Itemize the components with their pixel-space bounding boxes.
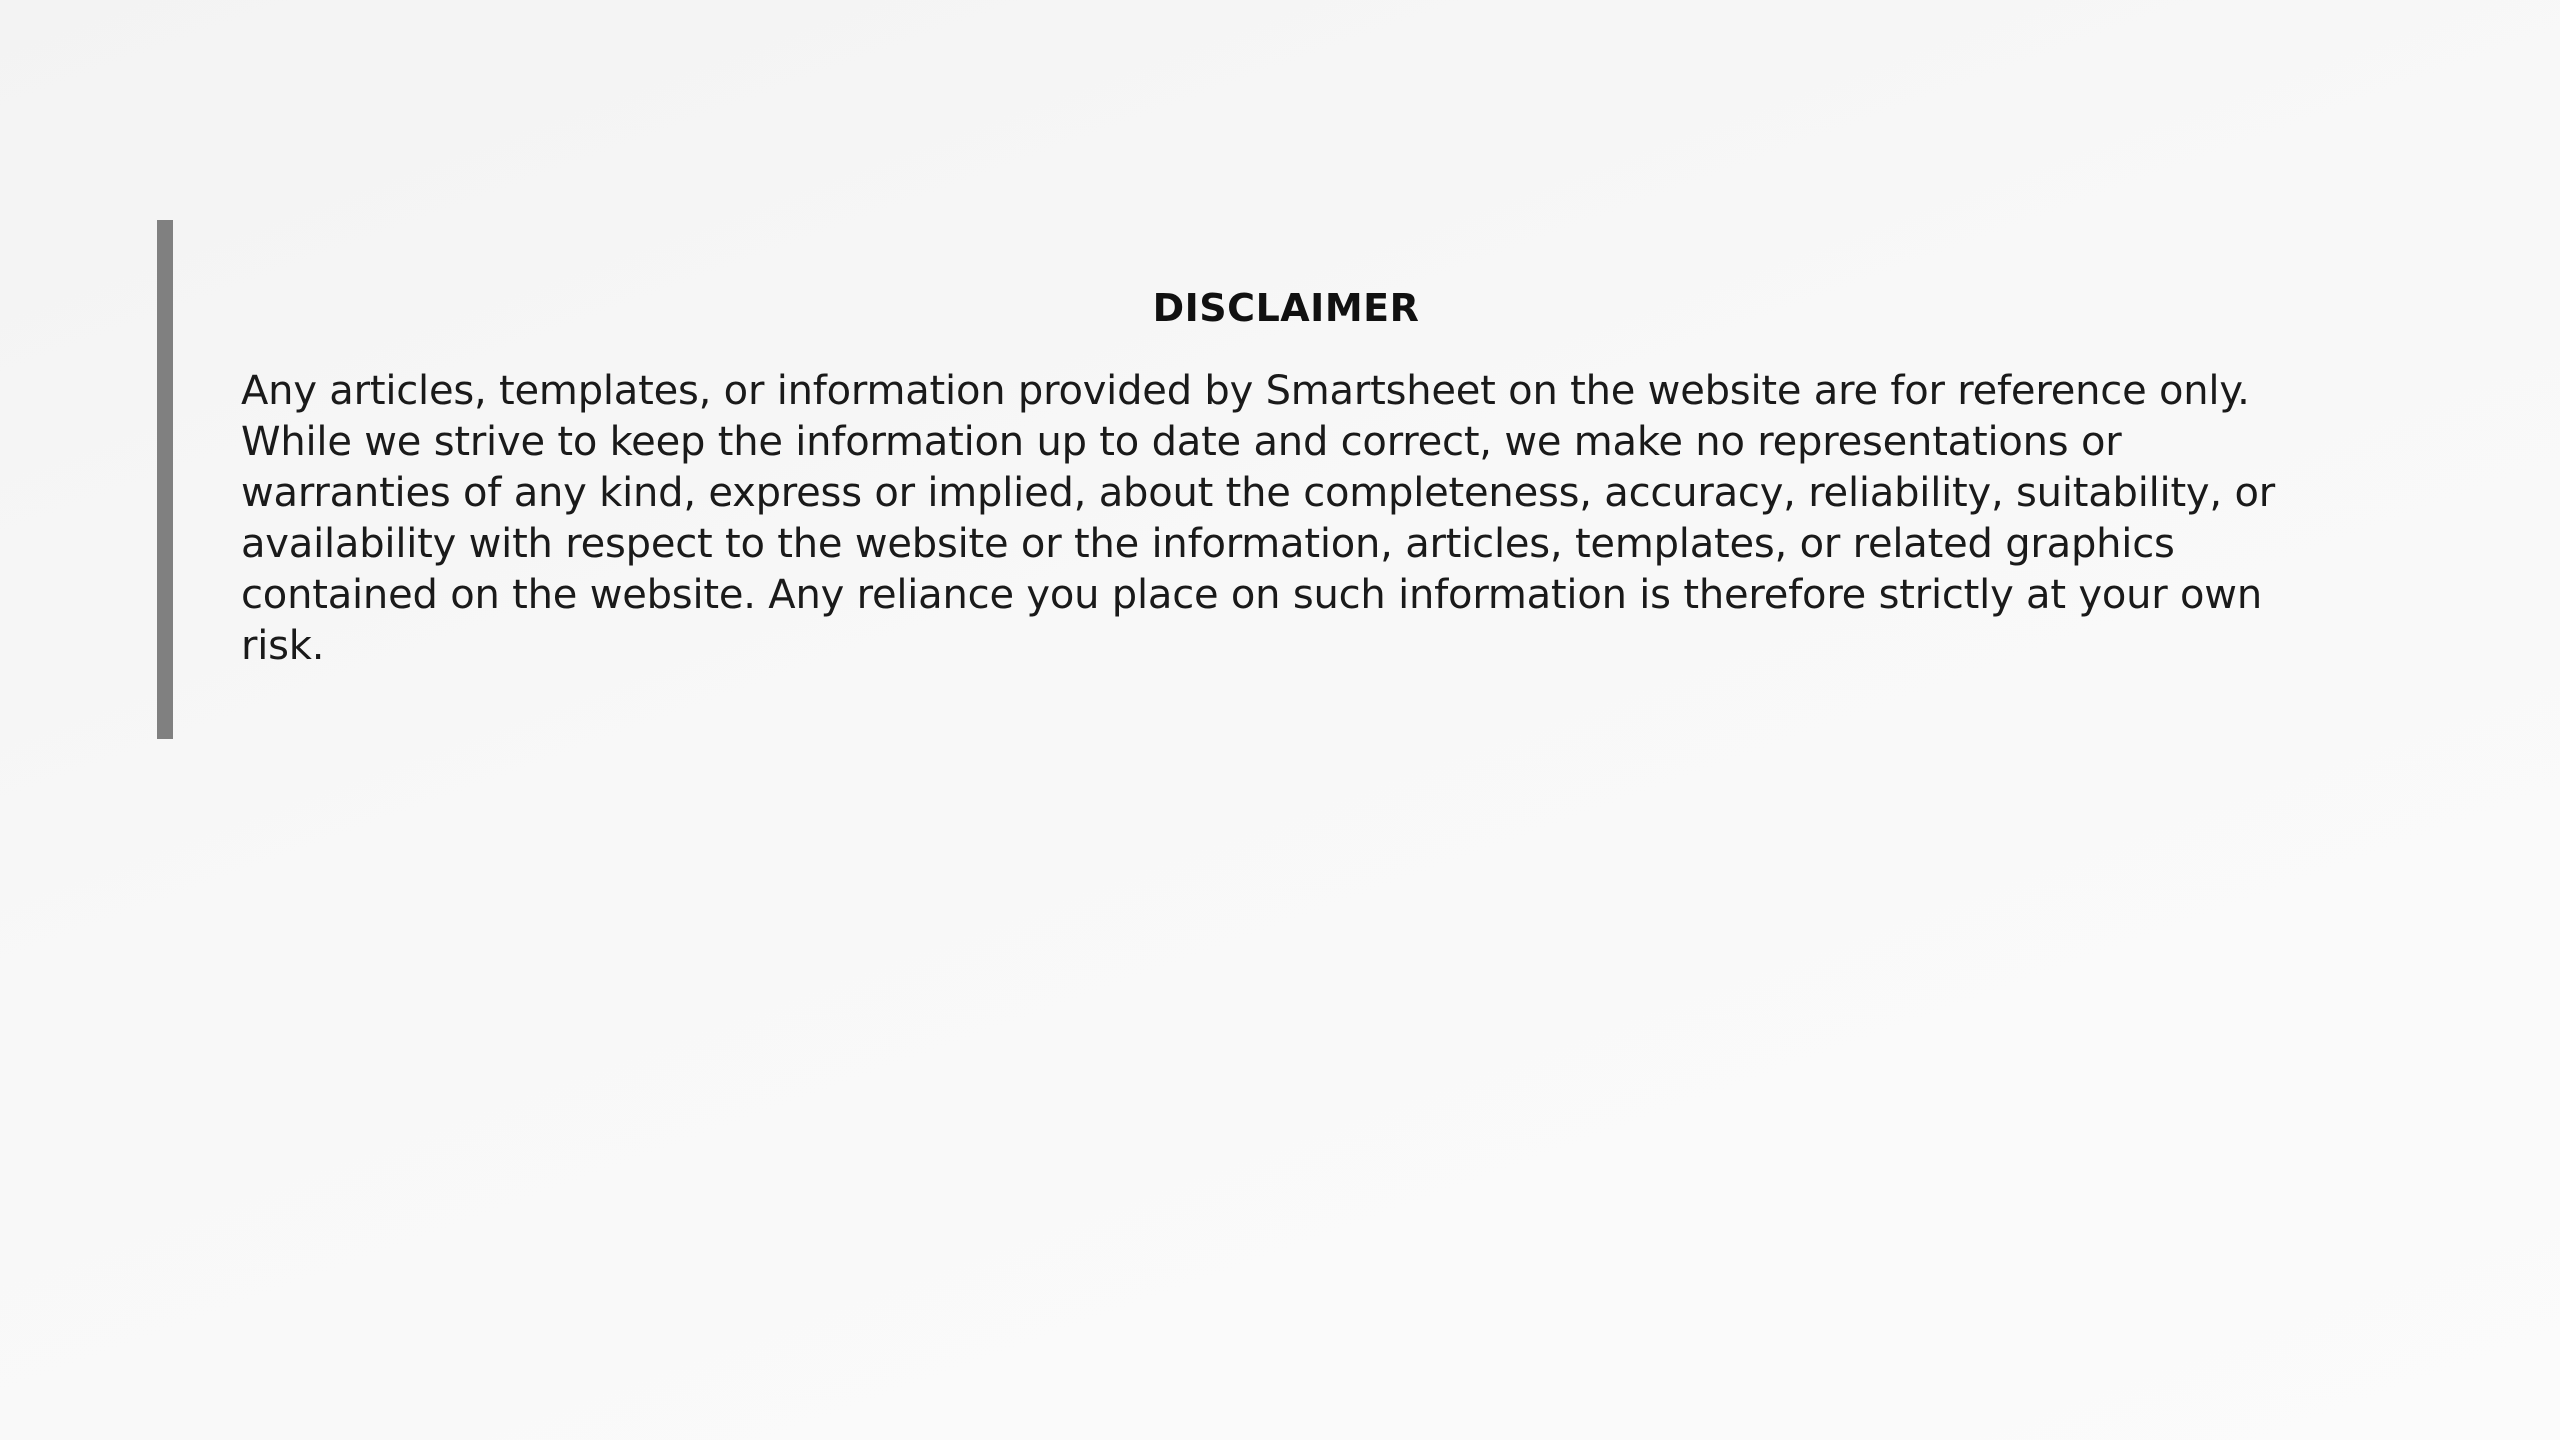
disclaimer-box: [241, 280, 2301, 672]
disclaimer-title: DISCLAIMER: [1152, 286, 1420, 330]
accent-bar: [157, 220, 173, 739]
disclaimer-body: Any articles, templates, or information provided by Smartsheet on the website are for reference only. While we strive to keep the information up to date and correct, we make no representations or warranties of any kind, express or implied, about the completeness, accuracy, reliability, suitability, or availability with respect to the website or the information, articles, templates, or related graphics contained on the website. Any reliance you place on such information is therefore strictly at your own risk.: [241, 368, 2275, 669]
